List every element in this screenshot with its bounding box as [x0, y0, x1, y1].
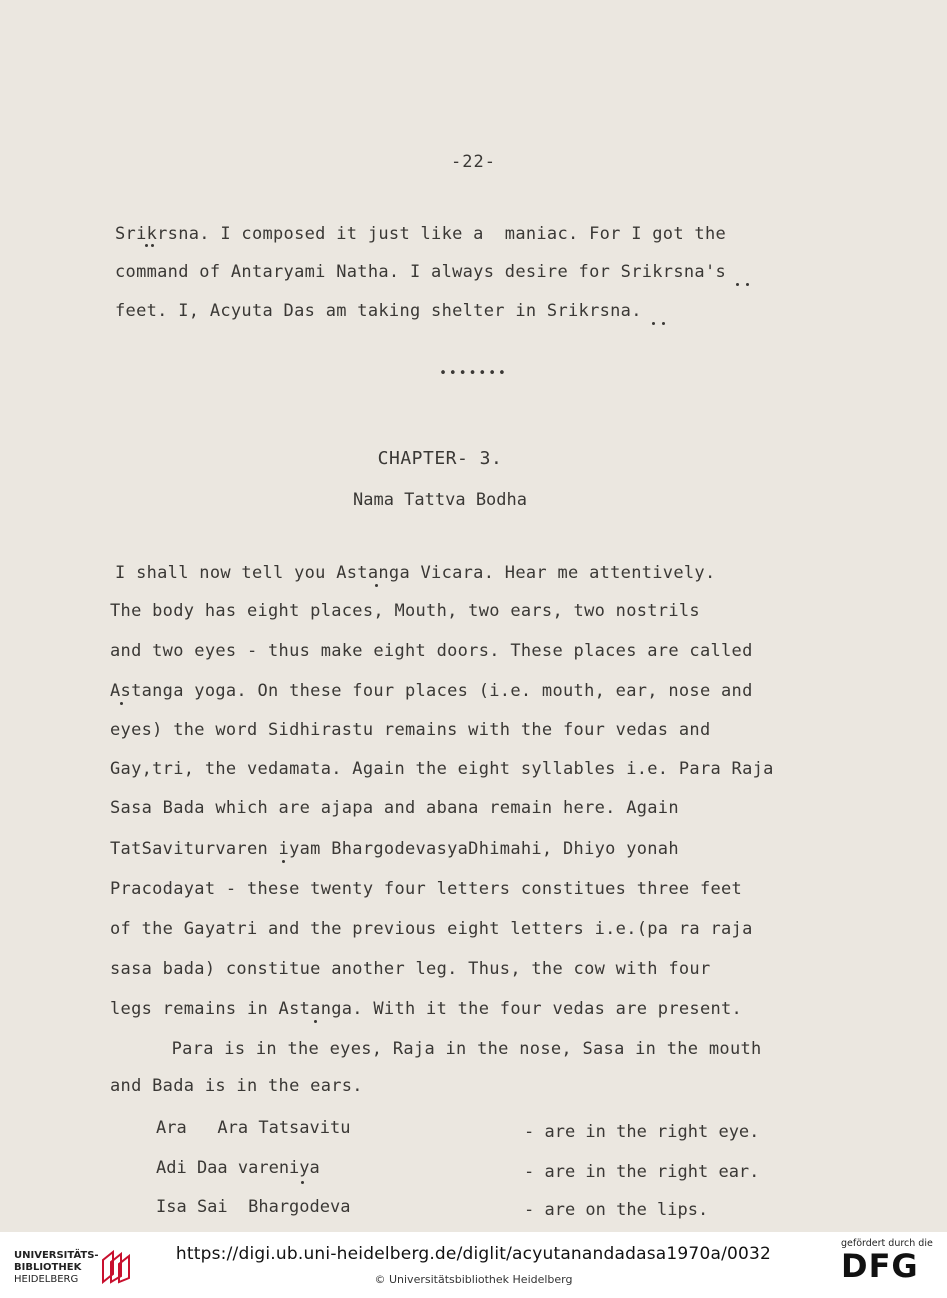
table-row-3-left: Isa Sai Bhargodeva	[156, 1197, 351, 1217]
diacritic-dot	[652, 322, 655, 325]
body-line-14: and Bada is in the ears.	[110, 1076, 363, 1096]
diacritic-dot	[375, 584, 378, 587]
diacritic-dot	[746, 283, 749, 286]
body-line-3: and two eyes - thus make eight doors. These places are called	[110, 641, 753, 661]
library-name-line-3: HEIDELBERG	[14, 1274, 79, 1285]
body-line-5: eyes) the word Sidhirastu remains with the four vedas and	[110, 720, 711, 740]
body-line-1: I shall now tell you Astanga Vicara. Hear me attentively.	[115, 563, 716, 583]
sponsor-caption: gefördert durch die	[841, 1238, 933, 1249]
diacritic-dot	[314, 1020, 317, 1023]
body-line-13: Para is in the eyes, Raja in the nose, Sasa in the mouth	[140, 1039, 762, 1059]
diacritic-dot	[151, 244, 154, 247]
footer-bar	[0, 1232, 947, 1298]
table-row-1-left: Ara Ara Tatsavitu	[156, 1118, 351, 1138]
table-row-3-right: - are on the lips.	[524, 1200, 709, 1220]
diacritic-dot	[120, 702, 123, 705]
library-name-line-2: BIBLIOTHEK	[14, 1262, 82, 1273]
diacritic-dot	[662, 322, 665, 325]
section-separator: •••••••	[439, 366, 508, 381]
table-row-2-right: - are in the right ear.	[524, 1162, 760, 1182]
page-number: -22-	[451, 152, 496, 172]
body-line-2: The body has eight places, Mouth, two ears, two nostrils	[110, 601, 700, 621]
body-line-10: of the Gayatri and the previous eight letters i.e.(pa ra raja	[110, 919, 753, 939]
dfg-logo-text: DFG	[841, 1247, 919, 1285]
body-line-12: legs remains in Astanga. With it the four vedas are present.	[110, 999, 743, 1019]
diacritic-dot	[301, 1181, 304, 1184]
table-row-2-left: Adi Daa vareniya	[156, 1158, 320, 1178]
body-line-4: Astanga yoga. On these four places (i.e. mouth, ear, nose and	[110, 681, 753, 701]
body-line-11: sasa bada) constitue another leg. Thus, the cow with four	[110, 959, 711, 979]
intro-line-1: Srikrsna. I composed it just like a maniac. For I got the	[115, 224, 727, 244]
body-line-8: TatSaviturvaren iyam BhargodevasyaDhimahi, Dhiyo yonah	[110, 839, 679, 859]
diacritic-dot	[736, 283, 739, 286]
body-line-7: Sasa Bada which are ajapa and abana remain here. Again	[110, 798, 679, 818]
body-line-6: Gay,tri, the vedamata. Again the eight syllables i.e. Para Raja	[110, 759, 774, 779]
body-line-9: Pracodayat - these twenty four letters constitues three feet	[110, 879, 743, 899]
copyright-notice: © Universitätsbibliothek Heidelberg	[374, 1273, 573, 1286]
intro-line-2: command of Antaryami Natha. I always desire for Srikrsna's	[115, 262, 727, 282]
diacritic-dot	[282, 860, 285, 863]
chapter-title: CHAPTER- 3.	[377, 448, 503, 469]
chapter-subtitle: Nama Tattva Bodha	[353, 490, 527, 510]
table-row-1-right: - are in the right eye.	[524, 1122, 760, 1142]
permalink-url[interactable]: https://digi.ub.uni-heidelberg.de/diglit/acyutanandadasa1970a/0032	[175, 1244, 772, 1264]
intro-line-3: feet. I, Acyuta Das am taking shelter in Srikrsna.	[115, 301, 642, 321]
diacritic-dot	[145, 244, 148, 247]
library-name-line-1: UNIVERSITÄTS-	[14, 1250, 99, 1261]
dfg-sponsor-logo[interactable]	[841, 1238, 933, 1292]
